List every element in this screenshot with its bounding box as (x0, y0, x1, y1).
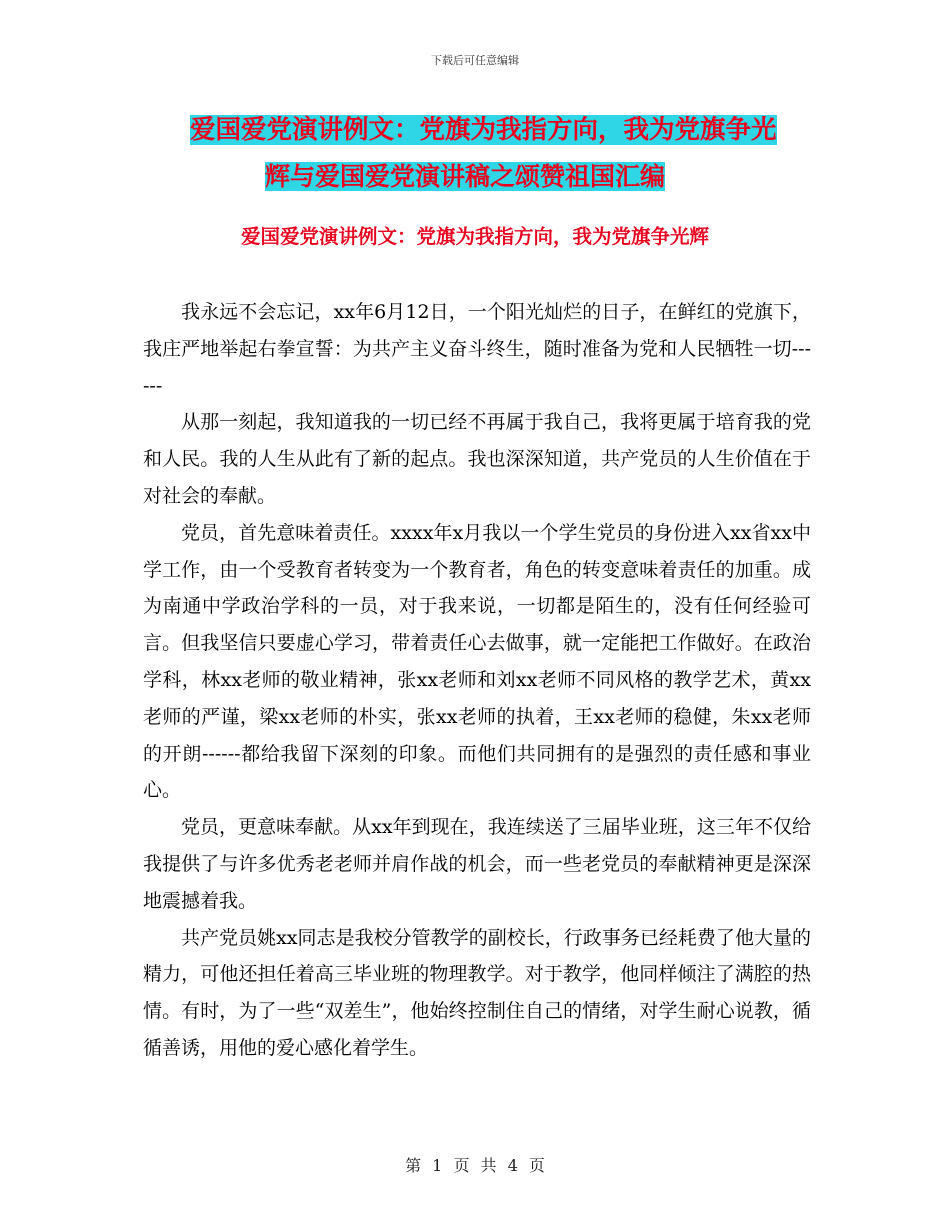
paragraph: 党员，更意味奉献。从xx年到现在，我连续送了三届毕业班，这三年不仅给我提供了与许多优秀老老师并肩作战的机会，而一些老党员的奉献精神更是深深地震撼着我。 (143, 816, 811, 912)
paragraph: 从那一刻起，我知道我的一切已经不再属于我自己，我将更属于培育我的党和人民。我的人生从此有了新的起点。我也深深知道，共产党员的人生价值在于对社会的奉献。 (143, 411, 811, 507)
document-title (190, 108, 810, 199)
document-body (143, 294, 811, 1067)
page-header-note: 下载后可任意编辑 (431, 54, 519, 67)
section-title: 爱国爱党演讲例文：党旗为我指方向，我为党旗争光辉 (240, 225, 709, 248)
document-title-line-2: 辉与爱国爱党演讲稿之颂赞祖国汇编 (265, 162, 666, 191)
page-number: 第 1 页 共 4 页 (405, 1156, 545, 1175)
paragraph: 我永远不会忘记，xx年6月12日，一个阳光灿烂的日子，在鲜红的党旗下，我庄严地举起右拳宣誓：为共产主义奋斗终生，随时准备为党和人民牺牲一切------ (143, 301, 811, 397)
document-title-line-1: 爱国爱党演讲例文：党旗为我指方向，我为党旗争光 (190, 115, 777, 145)
paragraph: 党员，首先意味着责任。xxxx年x月我以一个学生党员的身份进入xx省xx中学工作，由一个受教育者转变为一个教育者，角色的转变意味着责任的加重。成为南通中学政治学科的一员，对于我来说，一切都是陌生的，没有任何经验可言。但我坚信只要虚心学习，带着责任心去做事，就一定能把工作做好。在政治学科，林xx老师的敬业精神，张xx老师和刘xx老师不同风格的教学艺术，黄xx老师的严谨，梁xx老师的朴实，张xx老师的执着，王xx老师的稳健，朱xx老师的开朗------都给我留下深刻的印象。而他们共同拥有的是强烈的责任感和事业心。 (143, 521, 811, 802)
paragraph: 共产党员姚xx同志是我校分管教学的副校长，行政事务已经耗费了他大量的精力，可他还担任着高三毕业班的物理教学。对于教学，他同样倾注了满腔的热情。有时，为了一些“双差生”，他始终控制住自己的情绪，对学生耐心说教，循循善诱，用他的爱心感化着学生。 (143, 926, 811, 1059)
